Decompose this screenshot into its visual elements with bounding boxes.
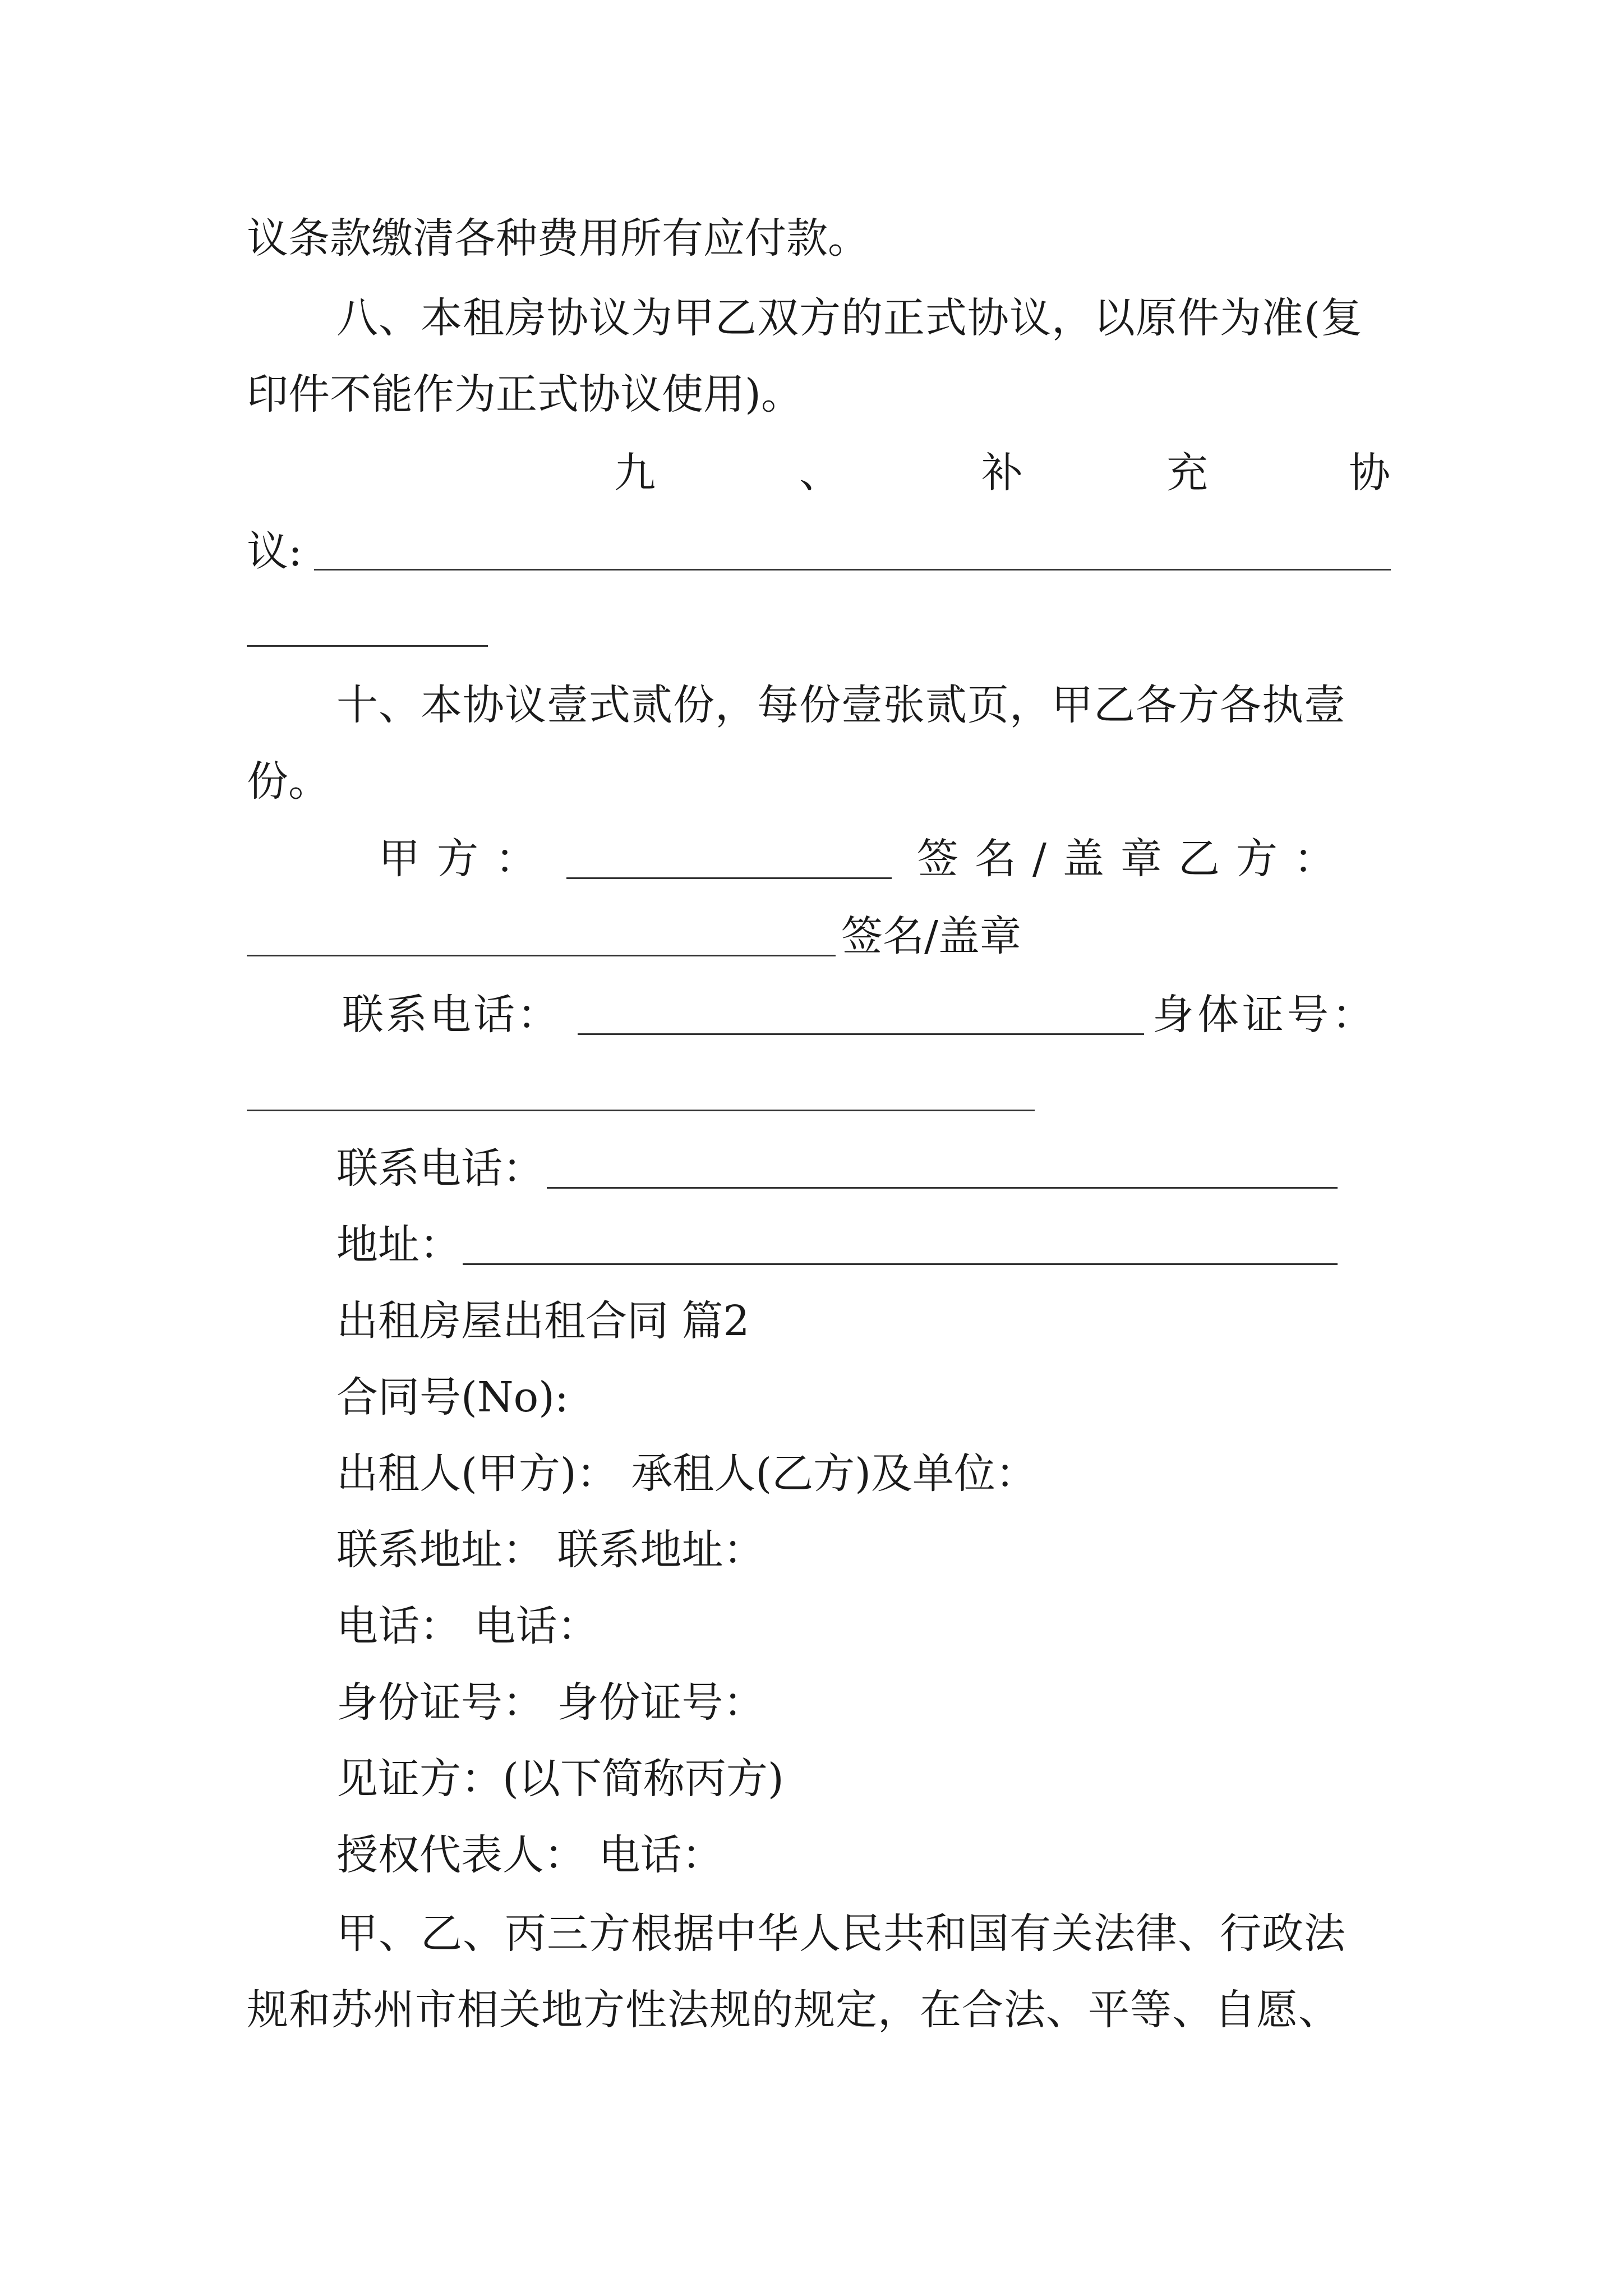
- supplement-blank-cont: [247, 645, 488, 647]
- id-blank: [247, 1110, 1035, 1111]
- supp-char: 补: [981, 449, 1023, 497]
- supp-char: 、: [799, 449, 841, 497]
- party-a-sign: 签名/盖章乙方：: [917, 835, 1352, 883]
- section-title: 出租房屋出租合同 篇2: [336, 1297, 750, 1345]
- id-label: 身体证号：: [1152, 991, 1377, 1039]
- text-line: 见证方：(以下简称丙方): [336, 1755, 784, 1803]
- party-b-blank: [247, 955, 836, 956]
- address-blank: [463, 1263, 1338, 1265]
- party-a-label: 甲方：: [379, 835, 554, 883]
- text-line: 电话： 电话：: [336, 1602, 599, 1650]
- text-line: 甲、乙、丙三方根据中华人民共和国有关法律、行政法: [336, 1910, 1346, 1958]
- text-line: 份。: [247, 757, 330, 806]
- party-a-blank: [566, 877, 892, 879]
- address-label: 地址：: [336, 1221, 461, 1269]
- text-line: 联系地址： 联系地址：: [336, 1526, 765, 1574]
- supplement-blank: [314, 569, 1391, 570]
- text-line: 出租人(甲方)： 承租人(乙方)及单位：: [336, 1450, 1038, 1498]
- phone-label: 联系电话：: [342, 991, 561, 1039]
- text-line: 授权代表人： 电话：: [336, 1831, 723, 1879]
- party-b-sign: 签名/盖章: [841, 912, 1021, 960]
- text-line: 八、本租房协议为甲乙双方的正式协议，以原件为准(复: [336, 294, 1363, 342]
- supp-char: 协: [1349, 449, 1390, 497]
- text-line: 合同号(No):: [336, 1373, 569, 1421]
- text-line: 规和苏州市相关地方性法规的规定，在合法、平等、自愿、: [247, 1986, 1340, 2034]
- phone-label: 联系电话：: [336, 1144, 544, 1193]
- text-line: 议条款缴清各种费用所有应付款。: [247, 214, 869, 263]
- text-line: 十、本协议壹式贰份，每份壹张贰页，甲乙各方各执壹: [336, 681, 1346, 729]
- phone-blank: [547, 1187, 1338, 1189]
- text-line: 身份证号： 身份证号：: [336, 1678, 765, 1727]
- phone-blank: [578, 1033, 1144, 1035]
- supp-label: 议:: [247, 527, 302, 576]
- supp-char: 九: [614, 449, 656, 497]
- text-line: 印件不能作为正式协议使用)。: [247, 370, 803, 418]
- supp-char: 充: [1166, 449, 1208, 497]
